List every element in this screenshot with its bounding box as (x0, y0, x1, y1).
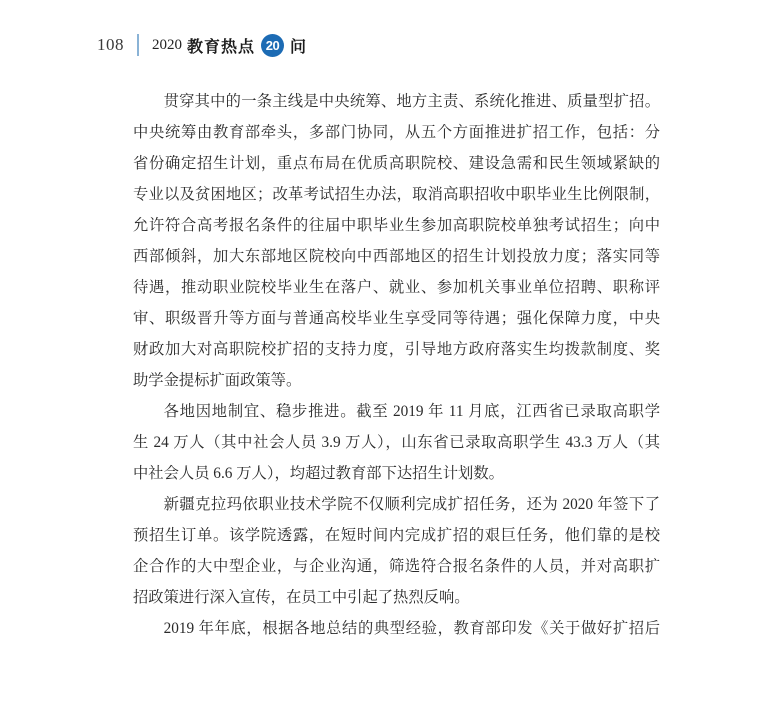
page-header (97, 33, 306, 57)
header-suffix: 问 (290, 38, 307, 56)
body-line: 贯穿其中的一条主线是中央统筹、地方主责、系统化推进、质量型扩招。 (163, 93, 660, 110)
body-line: 助学金提标扩面政策等。 (133, 372, 302, 389)
body-line: 招政策进行深入宣传，在员工中引起了热烈反响。 (133, 589, 470, 606)
body-line: 专业以及贫困地区；改革考试招生办法，取消高职招收中职毕业生比例限制， (133, 186, 660, 203)
body-line: 待遇，推动职业院校毕业生在落户、就业、参加机关事业单位招聘、职称评 (133, 279, 660, 296)
body-line: 生 24 万人（其中社会人员 3.9 万人），山东省已录取高职学生 43.3 万人（其 (133, 434, 660, 451)
body-line: 审、职级晋升等方面与普通高校毕业生享受同等待遇；强化保障力度，中央 (133, 310, 660, 327)
body-line: 企合作的大中型企业，与企业沟通，筛选符合报名条件的人员，并对高职扩 (133, 558, 660, 575)
page-body (133, 86, 660, 644)
body-line: 西部倾斜，加大东部地区院校向中西部地区的招生计划投放力度；落实同等 (133, 248, 660, 265)
body-line: 财政加大对高职院校扩招的支持力度，引导地方政府落实生均拨款制度、奖 (133, 341, 660, 358)
header-year: 2020 (152, 36, 182, 53)
body-line: 2019 年年底，根据各地总结的典型经验，教育部印发《关于做好扩招后 (163, 620, 660, 637)
body-line: 中央统筹由教育部牵头，多部门协同，从五个方面推进扩招工作，包括：分 (133, 124, 660, 141)
header-divider (137, 34, 139, 56)
body-line: 中社会人员 6.6 万人），均超过教育部下达招生计划数。 (133, 465, 504, 482)
body-line: 省份确定招生计划，重点布局在优质高职院校、建设急需和民生领域紧缺的 (133, 155, 660, 172)
body-line: 预招生订单。该学院透露，在短时间内完成扩招的艰巨任务，他们靠的是校 (133, 527, 660, 544)
page-number: 108 (97, 35, 124, 54)
body-line: 允许符合高考报名条件的往届中职毕业生参加高职院校单独考试招生；向中 (133, 217, 660, 234)
header-book-title: 教育热点 (187, 38, 256, 56)
badge-20-icon: 20 (261, 34, 284, 57)
body-line: 新疆克拉玛依职业技术学院不仅顺利完成扩招任务，还为 2020 年签下了 (163, 496, 660, 513)
body-line: 各地因地制宜、稳步推进。截至 2019 年 11 月底，江西省已录取高职学 (163, 403, 660, 420)
